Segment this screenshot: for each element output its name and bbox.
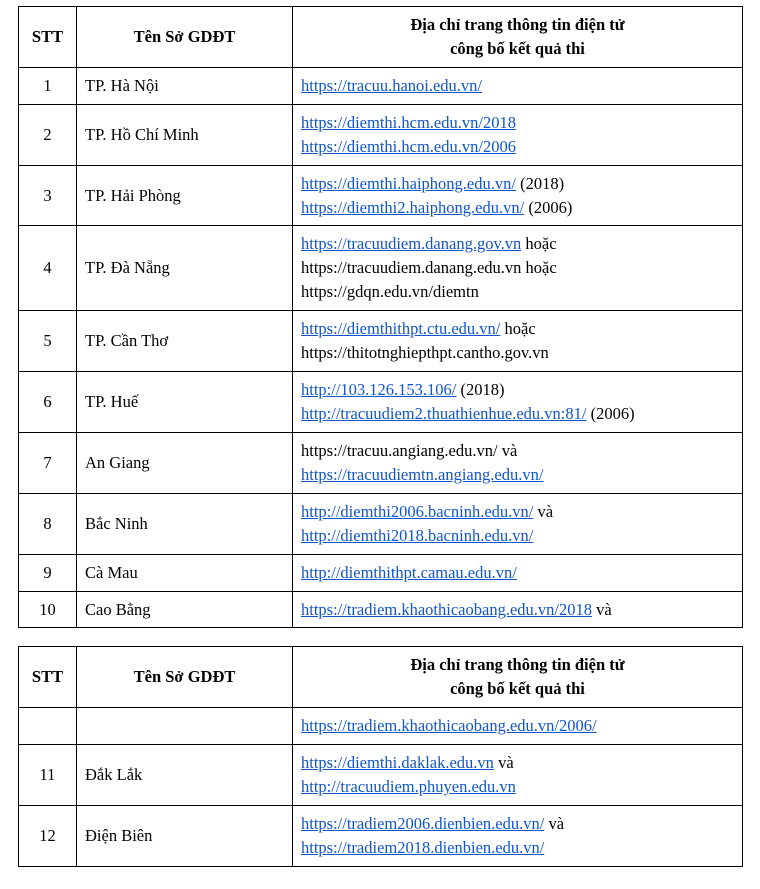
result-url-plain: https://tracuu.angiang.edu.vn/ và [301,440,518,460]
cell-url-list [293,493,743,554]
result-url-plain: https://gdqn.edu.vn/diemtn [301,282,479,302]
table-row [19,493,743,554]
url-suffix-note: và [591,599,612,619]
cell-stt: 9 [19,554,77,591]
table-row [19,745,743,806]
url-line [301,402,734,426]
result-url-link[interactable]: https://tracuudiemtn.angiang.edu.vn/ [301,464,544,484]
url-line [301,598,734,622]
result-url-link[interactable]: https://diemthi.haiphong.edu.vn/ [301,173,516,193]
url-suffix-note: hoặc [500,319,536,339]
result-url-link[interactable]: https://diemthi.hcm.edu.vn/2006 [301,136,516,156]
result-url-link[interactable]: http://tracuudiem.phuyen.edu.vn [301,777,516,797]
url-line [301,172,734,196]
results-table-part1 [18,6,743,628]
table-row [19,708,743,745]
cell-stt: 1 [19,67,77,104]
result-url-link[interactable]: http://103.126.153.106/ [301,380,457,400]
cell-url-list [293,591,743,628]
result-url-link[interactable]: http://diemthi2018.bacninh.edu.vn/ [301,525,534,545]
result-url-link[interactable]: https://diemthi2.haiphong.edu.vn/ [301,197,525,217]
result-url-link[interactable]: https://tracuudiem.danang.gov.vn [301,234,522,254]
result-url-link[interactable]: https://tradiem2006.dienbien.edu.vn/ [301,814,545,834]
url-suffix-note: (2018) [515,173,565,193]
cell-department-name: Đắk Lắk [77,745,293,806]
url-line [301,439,734,463]
cell-department-name: TP. Huế [77,372,293,433]
cell-stt: 10 [19,591,77,628]
cell-department-name: Điện Biên [77,806,293,867]
table-row [19,104,743,165]
cell-stt: 3 [19,165,77,226]
cell-department-name: Cà Mau [77,554,293,591]
cell-url-list [293,432,743,493]
cell-department-name: Cao Bằng [77,591,293,628]
url-suffix-note: hoặc [521,234,557,254]
column-header-url-line1: Địa chỉ trang thông tin điện tử [410,655,625,675]
url-suffix-note: (2006) [524,197,573,217]
result-url-link[interactable]: https://tradiem2018.dienbien.edu.vn/ [301,837,545,857]
column-header-name: Tên Sở GDĐT [77,647,293,708]
table-gap-divider [18,628,756,646]
cell-department-name: TP. Hải Phòng [77,165,293,226]
url-line [301,463,734,487]
cell-stt: 7 [19,432,77,493]
table-row [19,806,743,867]
result-url-link[interactable]: http://tracuudiem2.thuathienhue.edu.vn:81/ [301,403,587,423]
cell-department-name [77,708,293,745]
cell-stt: 11 [19,745,77,806]
table-row [19,432,743,493]
url-line [301,812,734,836]
cell-stt: 4 [19,226,77,311]
table-body-part2 [19,708,743,867]
url-line [301,775,734,799]
result-url-plain: https://thitotnghiepthpt.cantho.gov.vn [301,343,549,363]
cell-url-list [293,554,743,591]
table-row [19,165,743,226]
cell-stt: 2 [19,104,77,165]
cell-department-name: TP. Cần Thơ [77,311,293,372]
cell-url-list [293,806,743,867]
url-line [301,256,734,280]
url-suffix-note: và [493,753,514,773]
url-suffix-note: (2006) [586,403,635,423]
table-row [19,67,743,104]
url-line [301,500,734,524]
result-url-link[interactable]: https://tracuu.hanoi.edu.vn/ [301,75,483,95]
url-line [301,317,734,341]
table-row [19,226,743,311]
cell-url-list [293,165,743,226]
url-line [301,561,734,585]
column-header-url [293,7,743,68]
url-line [301,524,734,548]
column-header-name: Tên Sở GDĐT [77,7,293,68]
result-url-link[interactable]: https://diemthi.daklak.edu.vn [301,753,494,773]
cell-url-list [293,104,743,165]
column-header-url-line1: Địa chỉ trang thông tin điện tử [410,15,625,34]
url-line [301,714,734,738]
result-url-link[interactable]: https://diemthi.hcm.edu.vn/2018 [301,112,516,132]
table-row [19,372,743,433]
column-header-url [293,647,743,708]
table-row [19,591,743,628]
cell-stt: 5 [19,311,77,372]
url-line [301,341,734,365]
url-line [301,74,734,98]
result-url-link[interactable]: https://tradiem.khaothicaobang.edu.vn/2006/ [301,716,597,736]
column-header-stt: STT [19,7,77,68]
cell-department-name: TP. Hồ Chí Minh [77,104,293,165]
url-line [301,751,734,775]
cell-url-list [293,708,743,745]
column-header-url-line2: công bố kết quả thi [450,679,585,699]
table-row [19,554,743,591]
url-line [301,196,734,220]
result-url-plain: https://tracuudiem.danang.edu.vn hoặc [301,258,557,278]
cell-department-name: An Giang [77,432,293,493]
url-line [301,280,734,304]
column-header-url-line2: công bố kết quả thi [450,38,585,58]
result-url-link[interactable]: http://diemthi2006.bacninh.edu.vn/ [301,501,534,521]
url-line [301,378,734,402]
url-suffix-note: (2018) [456,380,505,400]
cell-department-name: TP. Hà Nội [77,67,293,104]
cell-url-list [293,745,743,806]
url-line [301,232,734,256]
url-suffix-note: và [544,814,565,834]
table-body-part1 [19,67,743,628]
result-url-link[interactable]: https://tradiem.khaothicaobang.edu.vn/2018 [301,599,592,619]
cell-stt [19,708,77,745]
result-url-link[interactable]: https://diemthithpt.ctu.edu.vn/ [301,319,501,339]
url-line [301,135,734,159]
cell-url-list [293,372,743,433]
cell-url-list [293,67,743,104]
url-line [301,111,734,135]
cell-url-list [293,311,743,372]
table-header-row [19,647,743,708]
url-suffix-note: và [533,501,554,521]
results-table-part2 [18,646,743,866]
cell-stt: 12 [19,806,77,867]
result-url-link[interactable]: http://diemthithpt.camau.edu.vn/ [301,562,517,582]
table-header-row [19,7,743,68]
cell-department-name: TP. Đà Nẵng [77,226,293,311]
cell-department-name: Bắc Ninh [77,493,293,554]
column-header-stt: STT [19,647,77,708]
table-row [19,311,743,372]
url-line [301,836,734,860]
cell-stt: 6 [19,372,77,433]
cell-url-list [293,226,743,311]
cell-stt: 8 [19,493,77,554]
